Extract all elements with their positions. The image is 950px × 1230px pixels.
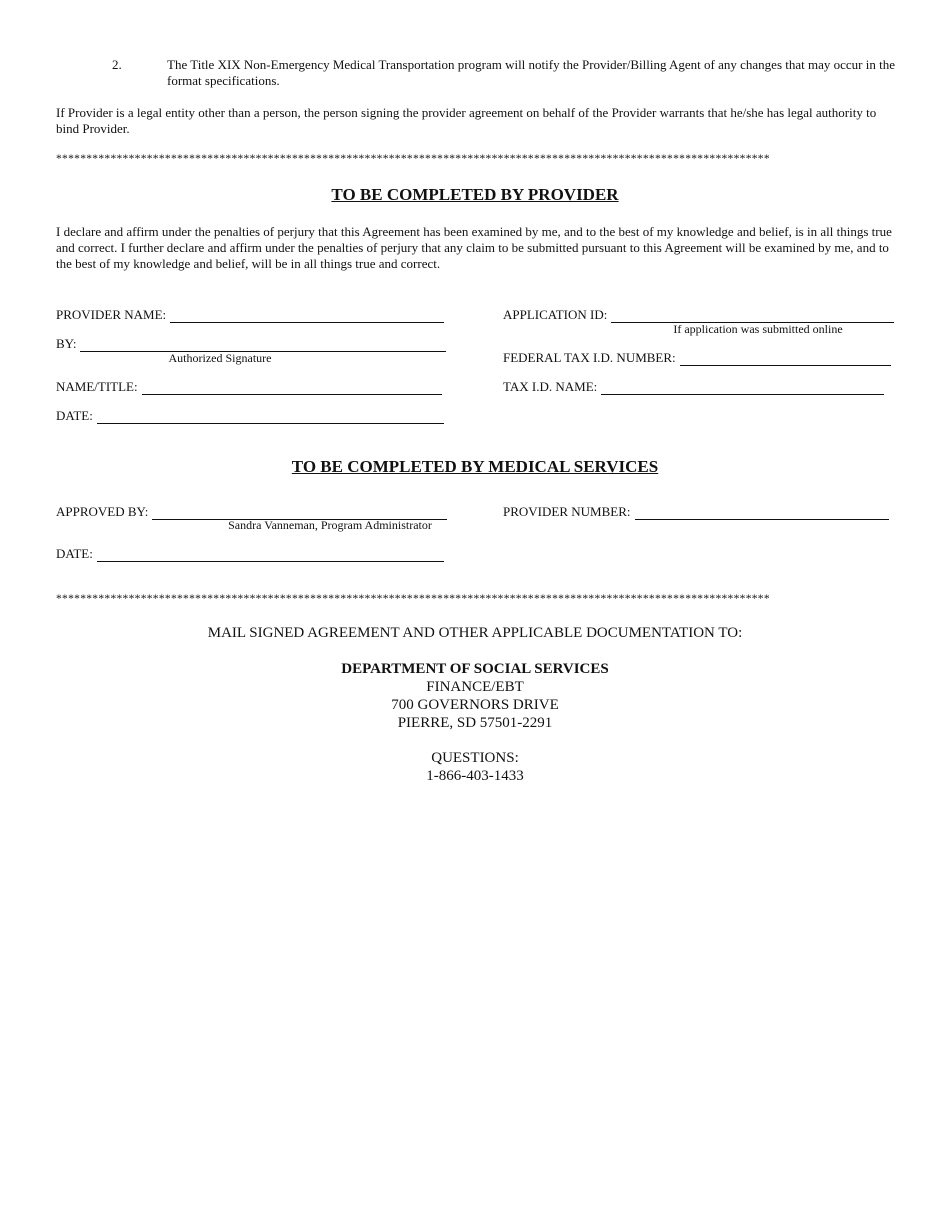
list-item-text: The Title XIX Non-Emergency Medical Transportation program will notify the Provider/Billing Agent of any changes that may occur in the format specifications.: [167, 57, 895, 88]
phone-number: 1-866-403-1433: [426, 768, 524, 784]
provider-date-label: DATE:: [56, 408, 93, 423]
application-id-label: APPLICATION ID:: [503, 307, 608, 322]
mail-instruction: MAIL SIGNED AGREEMENT AND OTHER APPLICABLE DOCUMENTATION TO:: [207, 625, 743, 641]
provider-number-line[interactable]: [635, 508, 890, 520]
authorized-signature-caption: Authorized Signature: [168, 351, 272, 365]
medical-date-field[interactable]: [56, 546, 444, 562]
questions-label: QUESTIONS:: [431, 750, 519, 766]
medical-services-heading: TO BE COMPLETED BY MEDICAL SERVICES: [291, 457, 659, 476]
provider-date-field[interactable]: [56, 408, 444, 424]
application-id-caption: If application was submitted online: [673, 322, 843, 336]
program-administrator-caption: Sandra Vanneman, Program Administrator: [228, 518, 432, 532]
provider-name-label: PROVIDER NAME:: [56, 307, 167, 322]
approved-by-label: APPROVED BY:: [56, 504, 149, 519]
separator-line: **********************************************************************************************************************: [56, 153, 770, 165]
provider-number-field[interactable]: [503, 504, 889, 520]
application-id-field[interactable]: [503, 307, 894, 323]
federal-tax-id-label: FEDERAL TAX I.D. NUMBER:: [503, 350, 676, 365]
list-item-number: 2.: [112, 57, 122, 72]
tax-id-name-field[interactable]: [503, 379, 884, 395]
medical-date-line[interactable]: [97, 550, 444, 562]
separator-line-bottom: **********************************************************************************************************************: [56, 593, 770, 605]
provider-name-field[interactable]: [56, 307, 444, 323]
federal-tax-id-field[interactable]: [503, 350, 891, 366]
tax-id-name-label: TAX I.D. NAME:: [503, 379, 598, 394]
city-state-zip: PIERRE, SD 57501-2291: [397, 715, 553, 731]
street-address: 700 GOVERNORS DRIVE: [391, 697, 559, 713]
signature-field[interactable]: [56, 336, 446, 352]
provider-section-heading: TO BE COMPLETED BY PROVIDER: [331, 185, 619, 204]
medical-date-label: DATE:: [56, 546, 93, 561]
name-title-line[interactable]: [142, 383, 442, 395]
tax-id-name-line[interactable]: [601, 383, 884, 395]
name-title-label: NAME/TITLE:: [56, 379, 138, 394]
perjury-declaration: I declare and affirm under the penalties of perjury that this Agreement has been examined by me, and to the best of my knowledge and belief, is in all things true and correct. I further declare and affirm under the penalties of perjury that any claim to be submitted pursuant to this Agreement will be examined by me, and to the best of my knowledge and belief, will be in all things true and correct.: [56, 224, 892, 271]
provider-date-line[interactable]: [97, 412, 444, 424]
legal-entity-paragraph: If Provider is a legal entity other than a person, the person signing the provider agreement on behalf of the Provider warrants that he/she has legal authority to bind Provider.: [56, 105, 877, 136]
name-title-field[interactable]: [56, 379, 442, 395]
department-division: FINANCE/EBT: [426, 679, 524, 695]
provider-number-label: PROVIDER NUMBER:: [503, 504, 631, 519]
by-label: BY:: [56, 336, 77, 351]
federal-tax-id-line[interactable]: [680, 354, 891, 366]
department-name: DEPARTMENT OF SOCIAL SERVICES: [341, 661, 609, 677]
provider-name-line[interactable]: [170, 311, 444, 323]
